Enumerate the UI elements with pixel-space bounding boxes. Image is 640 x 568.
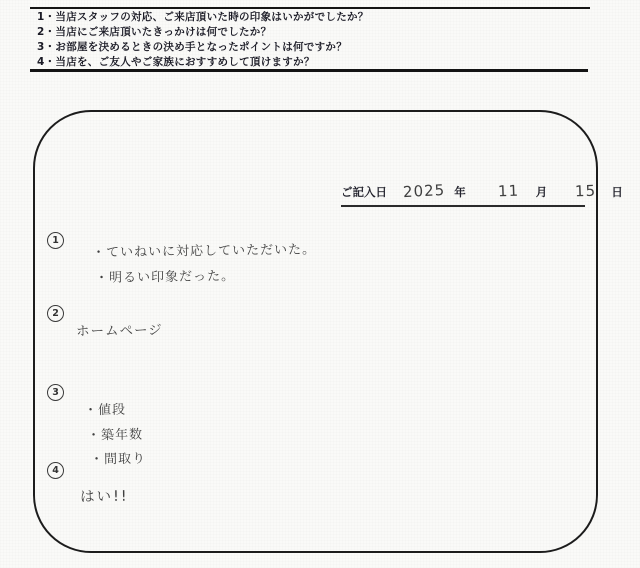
date-day-value: 15 xyxy=(574,181,597,201)
date-day-unit: 日 xyxy=(611,185,623,199)
date-row xyxy=(341,180,623,207)
date-month-unit: 月 xyxy=(535,185,548,199)
answer-3-line-2: ・築年数 xyxy=(86,427,144,444)
date-month-value: 11 xyxy=(497,181,520,201)
answer-2-line-1: ホームページ xyxy=(75,322,163,340)
answer-3-line-3: ・間取り xyxy=(89,451,147,468)
date-label: ご記入日 xyxy=(341,185,387,199)
answer-4-line-1: はい!! xyxy=(79,488,129,506)
circled-number-3: 3 xyxy=(47,384,64,401)
answer-3-line-1: ・値段 xyxy=(83,402,127,419)
date-year-value: 2025 xyxy=(402,180,446,202)
circled-number-2: 2 xyxy=(47,305,64,322)
answer-1-line-2: ・明るい印象だった。 xyxy=(94,269,236,286)
circled-number-4: 4 xyxy=(47,462,64,479)
header-bottom-rule xyxy=(30,69,588,72)
question-2: 2・当店にご来店頂いたきっかけは何でしたか？ xyxy=(37,26,272,38)
question-3: 3・お部屋を決めるときの決め手となったポイントは何ですか？ xyxy=(37,41,348,53)
date-year-unit: 年 xyxy=(454,185,466,199)
question-1: 1・当店スタッフの対応、ご来店頂いた時の印象はいかがでしたか？ xyxy=(37,11,369,23)
question-4: 4・当店を、ご友人やご家族におすすめして頂けますか？ xyxy=(37,56,315,68)
answer-1-line-1: ・ていねいに対応していただいた。 xyxy=(91,242,317,261)
circled-number-1: 1 xyxy=(47,232,64,249)
